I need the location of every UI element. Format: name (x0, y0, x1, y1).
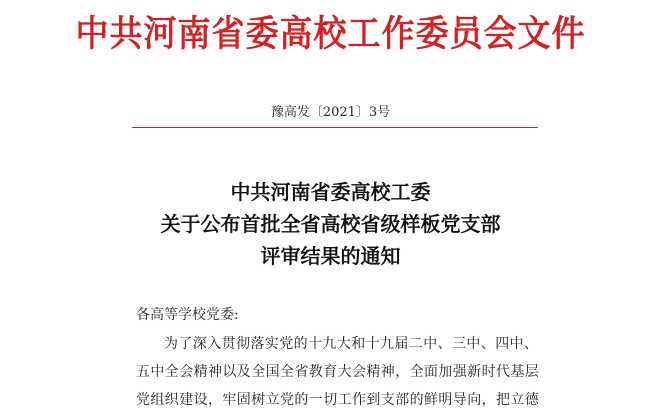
title-line-3: 评审结果的通知 (260, 244, 401, 268)
document-number: 豫高发〔2021〕3号 (270, 105, 391, 120)
body-line-3: 党组织建设，牢固树立党的一切工作到支部的鲜明导向，把立德 (136, 392, 540, 408)
document-masthead: 中共河南省委高校工作委员会文件 (75, 12, 586, 55)
salutation: 各高等学校党委: (136, 307, 239, 323)
body-paragraph (136, 330, 540, 414)
body-line-1: 为了深入贯彻落实党的十九大和十九届二中、三中、四中、 (164, 336, 539, 352)
title-line-2: 关于公布首批全省高校省级样板党支部 (160, 212, 501, 236)
body-line-2: 五中全会精神以及全国全省教育大会精神，全面加强新时代基层 (136, 364, 540, 380)
title-line-1: 中共河南省委高校工委 (230, 180, 431, 204)
header-divider (132, 127, 538, 128)
notice-title (0, 176, 661, 272)
